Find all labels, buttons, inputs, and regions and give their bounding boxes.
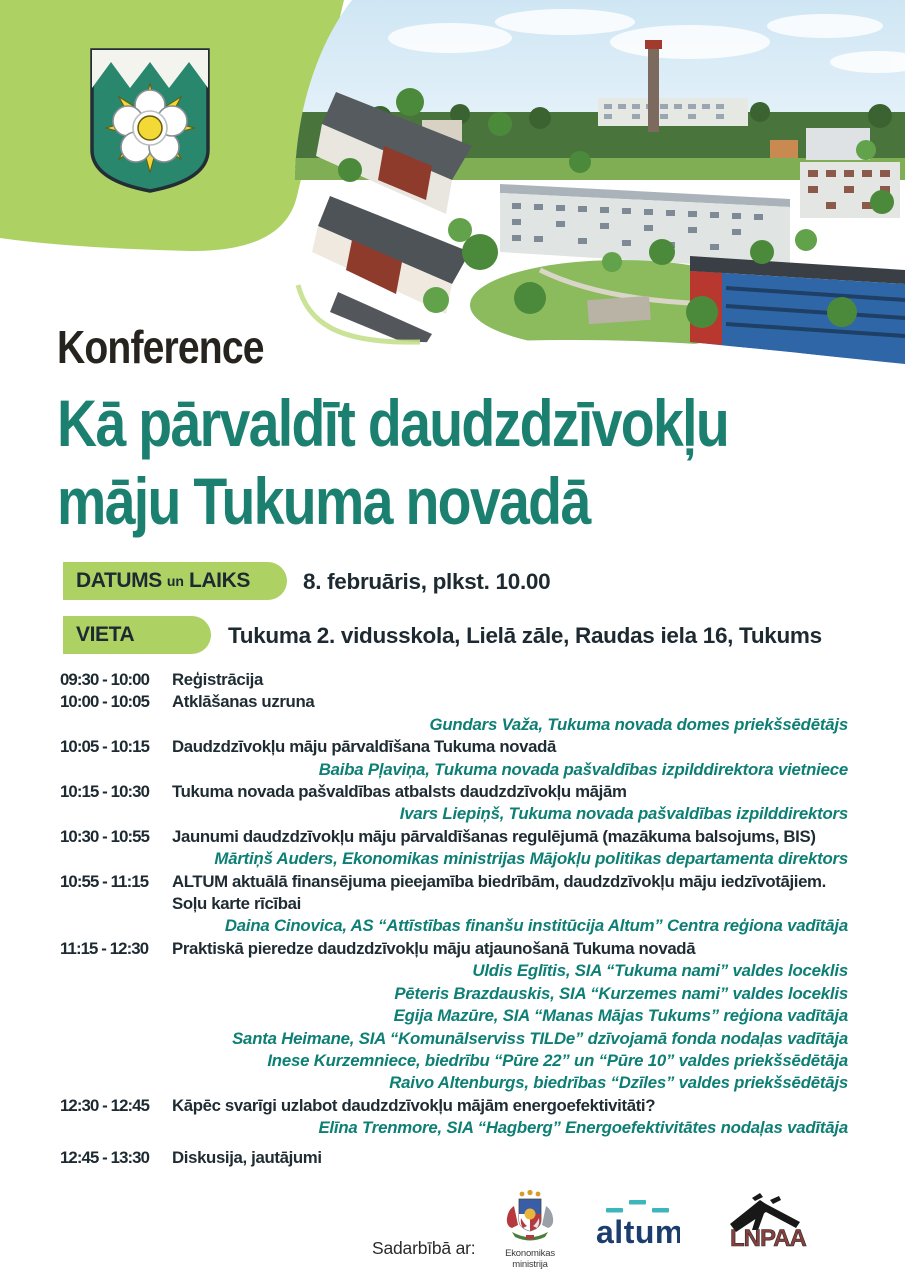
- agenda-row: [60, 960, 848, 982]
- agenda-row: [60, 759, 848, 781]
- agenda-text: Atklāšanas uzruna: [172, 692, 315, 712]
- poster-title-line2: māju Tukuma novadā: [57, 464, 590, 538]
- agenda-row: [60, 736, 848, 758]
- agenda-row: [60, 871, 848, 893]
- lnpaa-logo: [722, 1190, 808, 1257]
- poster-title-line1: Kā pārvaldīt daudzdzīvokļu: [57, 386, 729, 460]
- agenda-text: Ivars Liepiņš, Tukuma novada pašvaldības izpilddirektors: [399, 804, 848, 824]
- agenda-time: 12:45 - 13:30: [60, 1147, 150, 1167]
- agenda-text: Reģistrācija: [172, 670, 263, 689]
- agenda-text: Inese Kurzemniece, biedrību “Pūre 22” un “Pūre 10” valdes priekšsēdētāja: [267, 1050, 848, 1070]
- agenda-text: Elīna Trenmore, SIA “Hagberg” Energoefektivitātes nodaļas vadītāja: [318, 1118, 848, 1138]
- agenda-text: Baiba Pļaviņa, Tukuma novada pašvaldības izpilddirektora vietniece: [318, 759, 848, 779]
- agenda-text: Soļu karte rīcībai: [172, 894, 301, 914]
- venue-value: Tukuma 2. vidusskola, Lielā zāle, Raudas iela 16, Tukums: [228, 623, 822, 648]
- agenda-row: [60, 781, 848, 803]
- agenda-row: [60, 1147, 848, 1169]
- agenda-text: ALTUM aktuālā finansējuma pieejamība biedrībām, daudzdzīvokļu māju iedzīvotājiem.: [172, 871, 826, 891]
- agenda-text: Uldis Eglītis, SIA “Tukuma nami” valdes loceklis: [472, 961, 848, 981]
- agenda-row: [60, 714, 848, 736]
- agenda-time: 10:00 - 10:05: [60, 692, 150, 712]
- poster-kicker: Konference: [57, 321, 264, 373]
- agenda-row: [60, 1028, 848, 1050]
- lnpaa-wordmark: LNPAA: [730, 1225, 806, 1252]
- agenda-row: [60, 983, 848, 1005]
- agenda-text: Santa Heimane, SIA “Komunālserviss TILDe” dzīvojamā fonda nodaļas vadītāja: [232, 1028, 848, 1048]
- date-value: 8. februāris, plkst. 10.00: [303, 569, 551, 594]
- agenda-text: Raivo Altenburgs, biedrības “Dzīles” valdes priekšsēdētājs: [389, 1073, 848, 1093]
- agenda-time: 10:55 - 11:15: [60, 871, 149, 891]
- em-coat-of-arms-icon: [500, 1190, 560, 1242]
- em-logo-caption: Ekonomikas ministrija: [505, 1248, 555, 1270]
- agenda-text: Daina Cinovica, AS “Attīstības finanšu institūcija Altum” Centra reģiona vadītāja: [224, 916, 848, 936]
- agenda-row: [60, 848, 848, 870]
- town-aerial-photo: [290, 0, 905, 364]
- agenda-row: [60, 826, 848, 848]
- agenda-row: [60, 691, 848, 713]
- date-label-part2: LAIKS: [188, 569, 250, 592]
- agenda-time: 09:30 - 10:00: [60, 670, 150, 689]
- date-label-part1: DATUMS: [76, 569, 162, 592]
- agenda-row: [60, 1117, 848, 1139]
- agenda-row: [60, 1095, 848, 1117]
- agenda-text: Egija Mazūre, SIA “Manas Mājas Tukums” reģiona vadītāja: [393, 1006, 848, 1026]
- agenda-time: 10:15 - 10:30: [60, 782, 150, 802]
- agenda-text: Jaunumi daudzdzīvokļu māju pārvaldīšanas regulējumā (mazākuma balsojums, BIS): [172, 826, 816, 846]
- agenda-text: Kāpēc svarīgi uzlabot daudzdzīvokļu mājām energoefektivitāti?: [172, 1095, 656, 1115]
- agenda-time: 10:30 - 10:55: [60, 826, 150, 846]
- agenda-row: [60, 1005, 848, 1027]
- venue-label-pill: [63, 616, 211, 654]
- tukums-coat-of-arms-icon: [92, 50, 208, 191]
- agenda-row: [60, 915, 848, 937]
- altum-logo: [588, 1198, 680, 1257]
- agenda-text: Mārtiņš Auders, Ekonomikas ministrijas Mājokļu politikas departamenta direktors: [214, 849, 848, 869]
- agenda-list: [60, 669, 848, 1169]
- agenda-text: Pēteris Brazdauskis, SIA “Kurzemes nami” valdes loceklis: [394, 983, 848, 1003]
- agenda-text: Tukuma novada pašvaldības atbalsts daudzdzīvokļu mājām: [172, 782, 627, 802]
- cooperation-label: Sadarbībā ar:: [372, 1238, 476, 1258]
- agenda-row: [60, 803, 848, 825]
- agenda-text: Daudzdzīvokļu māju pārvaldīšana Tukuma novadā: [172, 737, 556, 757]
- rose-emblem: [106, 84, 194, 172]
- date-label-small: un: [166, 573, 184, 589]
- agenda-row: [60, 1072, 848, 1094]
- poster-title: [57, 384, 728, 540]
- altum-dashes-icon: [606, 1200, 669, 1213]
- agenda-text: Diskusija, jautājumi: [172, 1147, 322, 1167]
- ekonomikas-ministrija-logo: [494, 1190, 566, 1270]
- agenda-time: 10:05 - 10:15: [60, 737, 150, 757]
- agenda-text: Gundars Važa, Tukuma novada domes priekšsēdētājs: [429, 714, 848, 734]
- agenda-row: [60, 1050, 848, 1072]
- venue-label: VIETA: [76, 623, 135, 646]
- agenda-text: Praktiskā pieredze daudzdzīvokļu māju atjaunošanā Tukuma novadā: [172, 938, 696, 958]
- agenda-time: 12:30 - 12:45: [60, 1095, 150, 1115]
- date-label-pill: [63, 562, 287, 600]
- agenda-time: 11:15 - 12:30: [60, 938, 149, 958]
- agenda-time: [60, 893, 172, 915]
- altum-wordmark: altum: [596, 1214, 680, 1250]
- agenda-row: [60, 893, 848, 915]
- agenda-row: [60, 938, 848, 960]
- agenda-row: [60, 669, 848, 691]
